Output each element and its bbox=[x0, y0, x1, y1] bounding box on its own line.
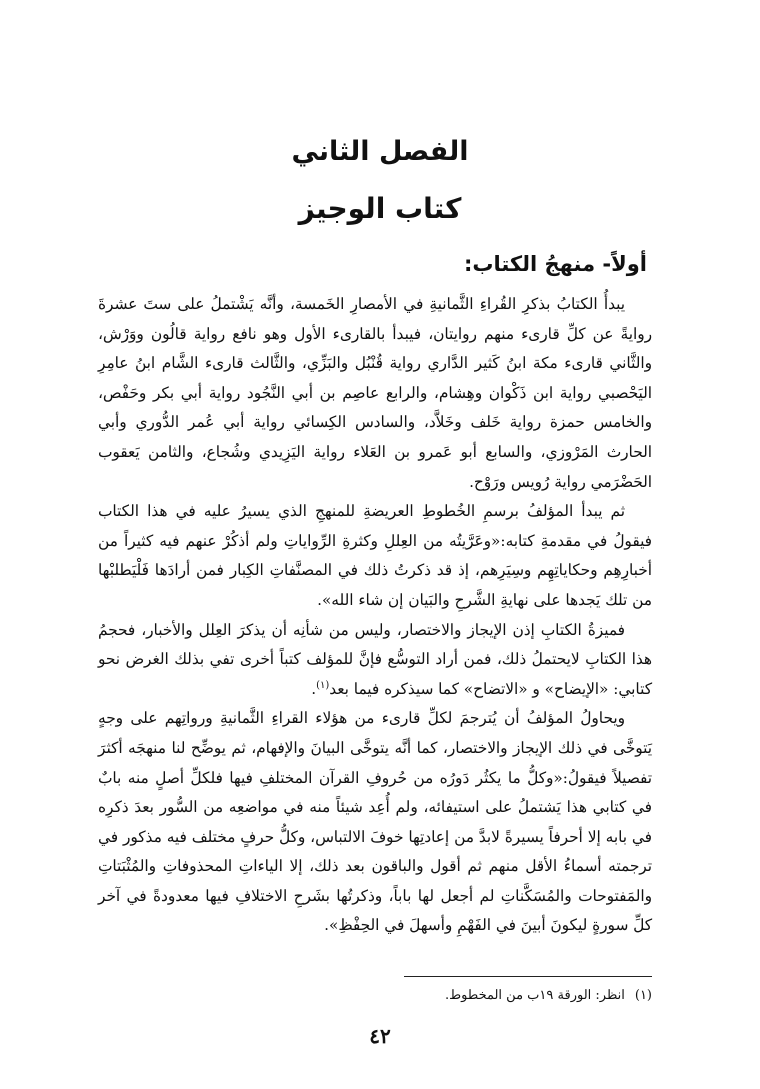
book-title: كتاب الوجيز bbox=[298, 192, 462, 225]
footnote-marker[interactable]: (١) bbox=[316, 679, 330, 691]
footnote bbox=[98, 986, 652, 1006]
paragraph-intro: يبدأُ الكتابُ بذكرِ القُراءِ الثَّمانيةِ في الأمصارِ الخَمسة، وأنَّه يَشْتملُ على ستَ عشرةَ روايةً عن كلِّ قارىء منهم روايتان، فيبدأ بالقارىء الأول وهو نافع رواية قالُون ووَرْش، والثَّاني قارىء مكة ابنُ كَثير الدَّاري رواية قُنْبُل والبَزِّي، والثَّالث قارىء الشَّام ابنُ عامِرِ اليَحْصبي رواية ابن ذَكْوان وهِشام، والرابع عاصِم بن أبي النَّجُود رواية أبي بكر وحَفْص، والخامس حمزة رواية خَلف وخَلاَّد، والسادس الكِسائي رواية أبي عُمر الدُّوري وأبي الحارث المَرْوزي، والسابع أبو عَمرو بن العَلاء رواية اليَزِيدي وشُجاع، والثامن يَعقوب الحَضْرَمي رواية رُويس ورَوْح. bbox=[98, 295, 652, 491]
paragraph-feature-text: فميزةُ الكتابِ إذن الإيجاز والاختصار، وليس من شأنِه أن يذكرَ العِلل والأخبار، فحجمُ هذا الكتابِ لايحتملُ ذلك، فمن أراد التوسُّع فإنَّ للمؤلف كتباً أخرى تفي بذلك الغرض نحو كتابي: «الإيضاح» و «الاتضاح» كما سيذكره فيما بعد bbox=[98, 620, 652, 698]
section-heading: أولاً- منهجُ الكتاب: bbox=[463, 252, 647, 276]
footnote-divider bbox=[404, 976, 652, 977]
footnote-number: (١) bbox=[634, 988, 652, 1003]
paragraph-translation: ويحاولُ المؤلفُ أن يُترجمَ لكلِّ قارىء من هؤلاء القراءِ الثَّمانيةِ ورواتِهم على وجهٍ يَتوخَّى في ذلك الإيجاز والاختصار، كما أنَّه يتوخَّى البيانَ والإفهام، ثم يوضِّح لنا منهجَه أكثرَ تفصيلاً فيقولُ:«وكلُّ ما يكثُر دَورُه من حُروفِ القرآن المختلفِ فيها فلكلِّ أصلٍ منه بابٌ في كتابي هذا يَشتملُ على استيفائه، ولم أُعِد شيئاً منه في مواضعِه من السُّور بعدَ ذكرِه في بابه إلا أحرفاً يسيرةً لابدَّ من إعادتِها خوفَ الالتباس، وكلُّ حرفٍ مختلف فيه مذكور في ترجمته أسماءُ الأقل منهم ثم أقول والباقون بعد ذلك، إلا الياءاتِ المحذوفاتِ والمُثْبَتاتِ والمَفتوحات والمُسَكَّناتِ لم أجعل لها باباً، وذكرتُها بشَرحِ الاختلافِ فيها معدودةً في آخر كلِّ سورةٍ ليكونَ أبينَ في الفَهْمِ وأسهلَ في الحِفْظِ». bbox=[98, 709, 652, 935]
chapter-title: الفصل الثاني bbox=[291, 136, 469, 167]
footnote-text: انظر: الورقة ١٩ب من المخطوط. bbox=[445, 988, 625, 1003]
body-text bbox=[98, 290, 652, 941]
paragraph-feature-end: . bbox=[311, 679, 317, 698]
paragraph-feature bbox=[98, 616, 652, 705]
page-number: ٤٢ bbox=[369, 1024, 391, 1048]
paragraph-method: ثم يبدأ المؤلفُ برسمِ الخُطوطِ العريضةِ للمنهجِ الذي يسيرُ عليه في هذا الكتاب فيقولُ في مقدمةِ كتابه:«وعَرَّيتُه من العِللِ وكثرةِ الرِّواياتِ ولم أذكُرْ عنهم فيه كثيراً من أخبارِهِم وحكاياتِهِم وسِيَرِهم، إذ قد ذكرتُ ذلك في المصنَّفاتِ الكِبار فمن أرادَها فَلْيَطلبْها من تلك يَجدها على نهايةِ الشَّرحِ والبَيان إن شاء الله». bbox=[98, 502, 652, 609]
